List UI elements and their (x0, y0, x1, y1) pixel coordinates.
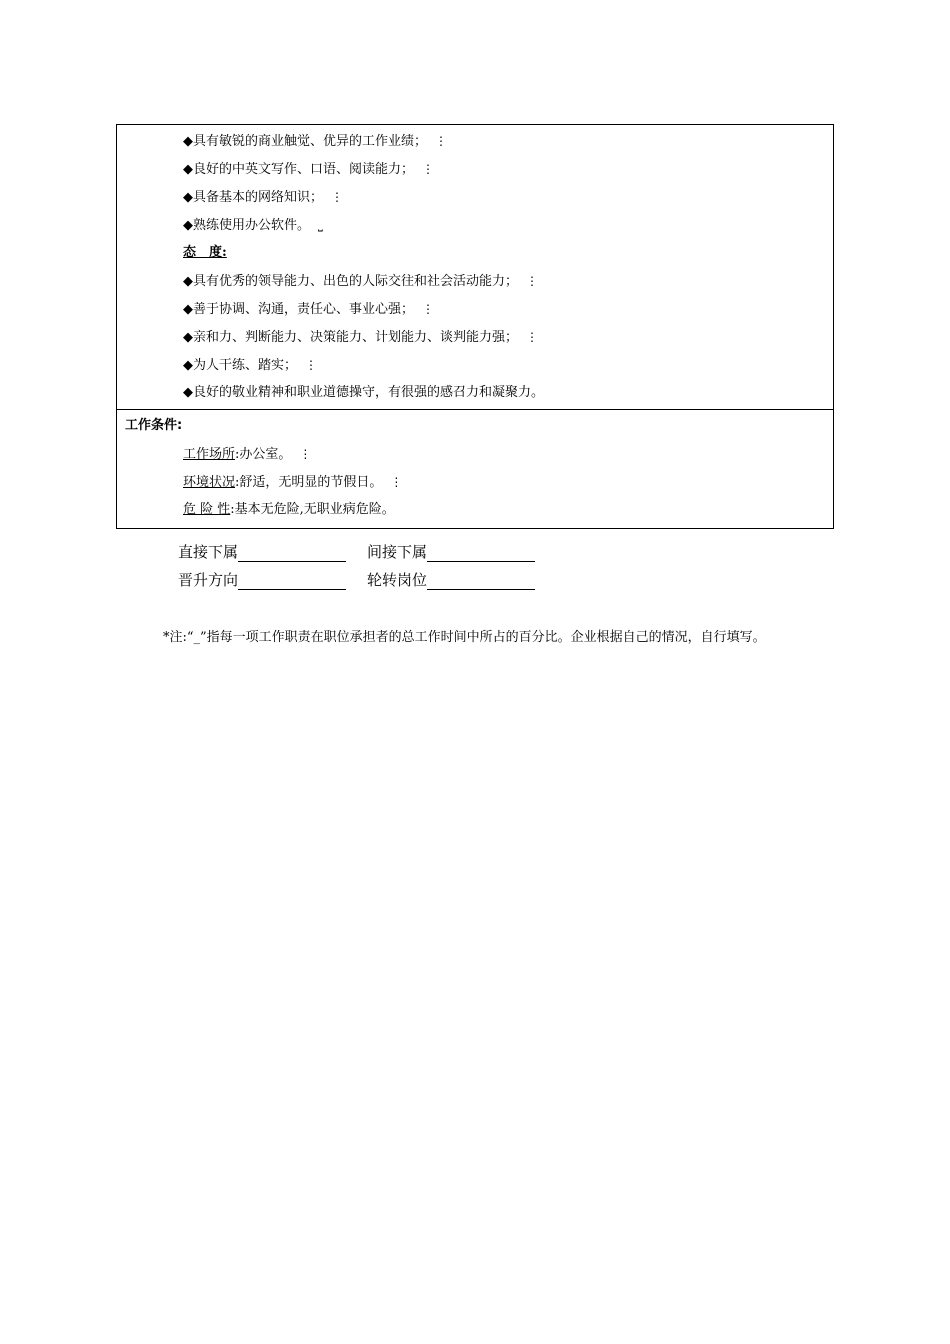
skill-item: ◆具有敏锐的商业触觉、优异的工作业绩； ⋮ (183, 134, 447, 149)
work-conditions-box (116, 409, 834, 529)
attitude-item: ◆具有优秀的领导能力、出色的人际交往和社会活动能力； ⋮ (183, 274, 538, 289)
direct-subordinate-blank[interactable] (238, 546, 346, 562)
work-conditions-title: 工作条件: (125, 418, 183, 433)
promotion-blank[interactable] (238, 574, 346, 590)
attitude-item: ◆为人干练、踏实； ⋮ (183, 358, 317, 373)
footnote: *注:“_”指每一项工作职责在职位承担者的总工作时间中所占的百分比。企业根据自己的情况，自行填写。 (163, 630, 766, 645)
direct-subordinate-field: 直接下属 (178, 542, 346, 562)
indirect-subordinate-field: 间接下属 (367, 542, 535, 562)
condition-item: 危 险 性:基本无危险,无职业病危险。 (183, 502, 395, 517)
requirements-box (116, 124, 834, 410)
attitude-item: ◆善于协调、沟通，责任心、事业心强； ⋮ (183, 302, 434, 317)
attitude-item: ◆良好的敬业精神和职业道德操守，有很强的感召力和凝聚力。 (183, 385, 544, 400)
skill-item: ◆具备基本的网络知识； ⋮ (183, 190, 343, 205)
indirect-subordinate-blank[interactable] (427, 546, 535, 562)
promotion-field: 晋升方向 (178, 570, 346, 590)
attitude-item: ◆亲和力、判断能力、决策能力、计划能力、谈判能力强； ⋮ (183, 330, 538, 345)
rotation-blank[interactable] (427, 574, 535, 590)
rotation-field: 轮转岗位 (367, 570, 535, 590)
condition-item: 工作场所:办公室。 ⋮ (183, 447, 312, 462)
attitude-heading: 态 度: (183, 245, 227, 260)
skill-item: ◆良好的中英文写作、口语、阅读能力； ⋮ (183, 162, 434, 177)
skill-item: ◆熟练使用办公软件。 ⎵ (183, 218, 323, 233)
condition-item: 环境状况:舒适，无明显的节假日。 ⋮ (183, 475, 403, 490)
